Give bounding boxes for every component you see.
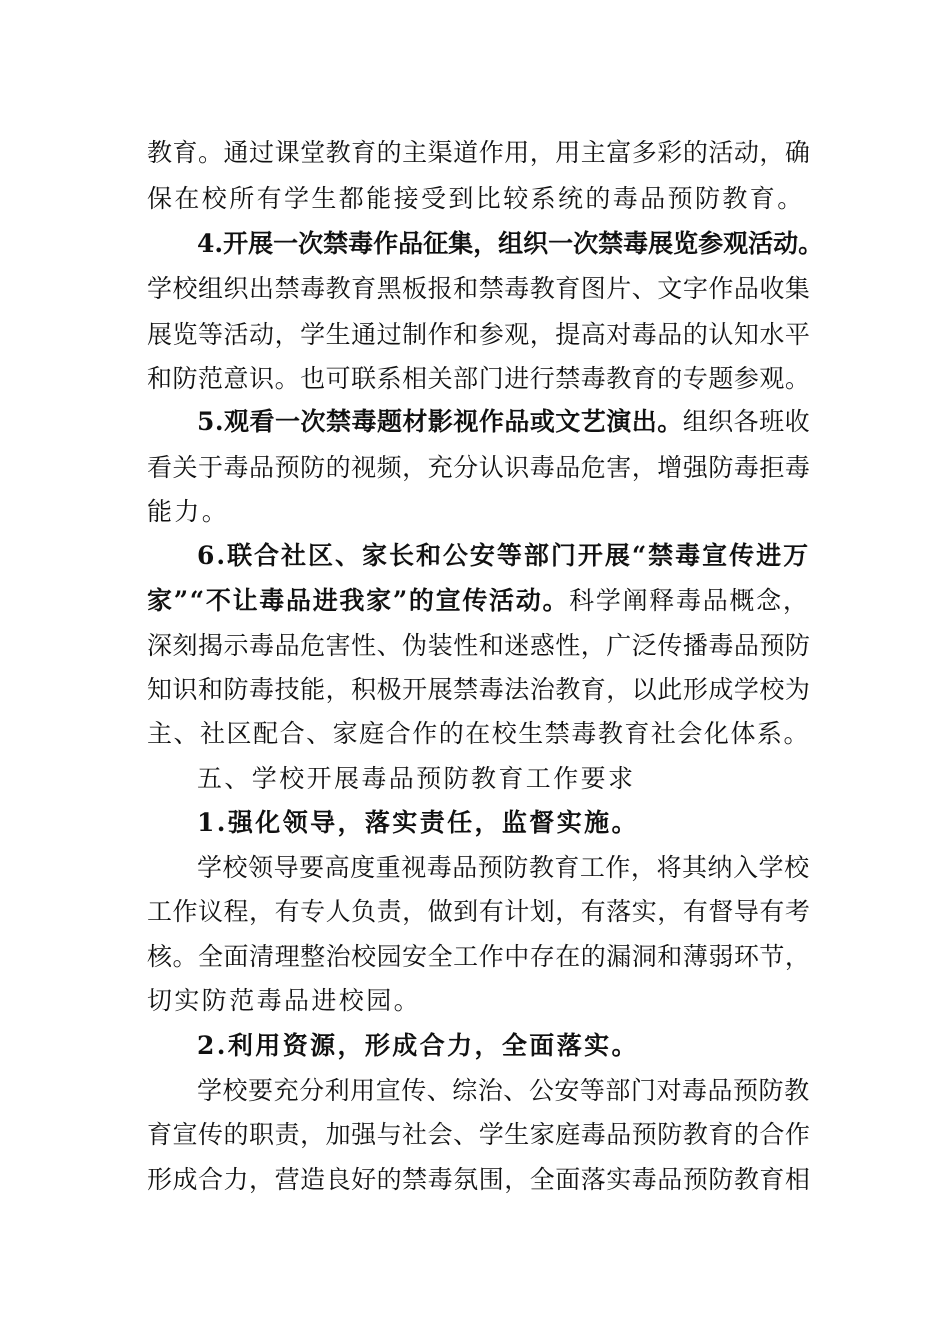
text-line: 工作议程，有专人负责，做到有计划，有落实，有督导有考 bbox=[147, 897, 811, 926]
text-line: 切实防范毒品进校园。 bbox=[147, 986, 422, 1015]
text-line: 展览等活动，学生通过制作和参观，提高对毒品的认知水平 bbox=[147, 320, 811, 349]
section-heading-5: 5.观看一次禁毒题材影视作品或文艺演出。组织各班收 bbox=[197, 407, 811, 436]
text-line: 学校组织出禁毒教育黑板报和禁毒教育图片、文字作品收集 bbox=[147, 274, 811, 303]
text-line: 家”“不让毒品进我家”的宣传活动。科学阐释毒品概念， bbox=[147, 586, 810, 615]
section-heading-6: 6.联合社区、家长和公安等部门开展“禁毒宣传进万 bbox=[197, 541, 811, 570]
text-line: 和防范意识。也可联系相关部门进行禁毒教育的专题参观。 bbox=[147, 364, 811, 393]
text-line: 形成合力，营造良好的禁毒氛围，全面落实毒品预防教育相 bbox=[147, 1165, 811, 1194]
chapter-heading: 五、学校开展毒品预防教育工作要求 bbox=[197, 764, 636, 793]
text-line: 核。全面清理整治校园安全工作中存在的漏洞和薄弱环节， bbox=[147, 942, 811, 971]
section-heading-2: 2.利用资源，形成合力，全面落实。 bbox=[197, 1031, 639, 1060]
text-line: 主、社区配合、家庭合作的在校生禁毒教育社会化体系。 bbox=[147, 719, 811, 748]
text-line: 看关于毒品预防的视频，充分认识毒品危害，增强防毒拒毒 bbox=[147, 453, 811, 482]
text-line: 育宣传的职责，加强与社会、学生家庭毒品预防教育的合作 bbox=[147, 1120, 811, 1149]
text-line: 学校要充分利用宣传、综治、公安等部门对毒品预防教 bbox=[197, 1076, 810, 1105]
text-line: 知识和防毒技能，积极开展禁毒法治教育，以此形成学校为 bbox=[147, 675, 811, 704]
text-line: 教育。通过课堂教育的主渠道作用，用主富多彩的活动，确 bbox=[147, 138, 811, 167]
text-line: 能力。 bbox=[147, 497, 230, 526]
section-heading-4: 4.开展一次禁毒作品征集，组织一次禁毒展览参观活动。 bbox=[197, 229, 824, 258]
text-line: 深刻揭示毒品危害性、伪装性和迷惑性，广泛传播毒品预防 bbox=[147, 631, 811, 660]
text-line: 学校领导要高度重视毒品预防教育工作，将其纳入学校 bbox=[197, 853, 810, 882]
section-heading-1: 1.强化领导，落实责任，监督实施。 bbox=[197, 808, 639, 837]
text-line: 保在校所有学生都能接受到比较系统的毒品预防教育。 bbox=[147, 184, 805, 213]
